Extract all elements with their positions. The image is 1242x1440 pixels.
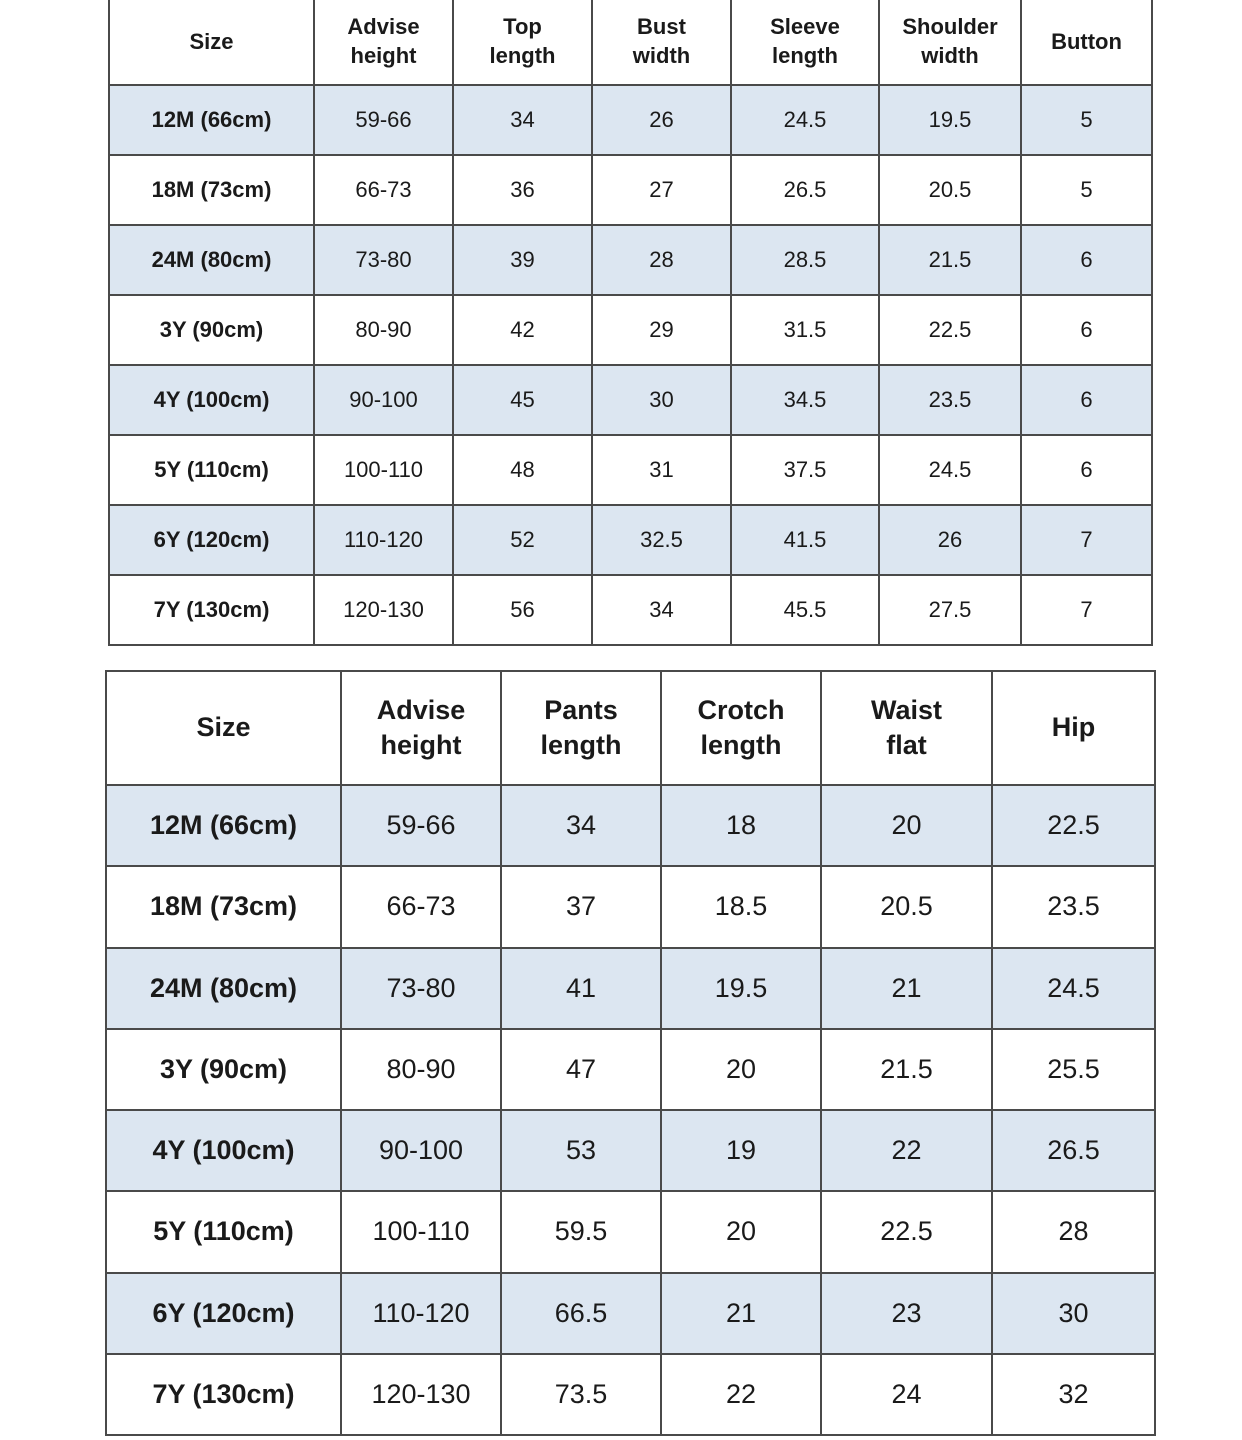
measurement-cell: 120-130	[341, 1354, 501, 1435]
table-row	[109, 155, 1152, 225]
measurement-cell: 32.5	[592, 505, 731, 575]
size-cell: 12M (66cm)	[106, 785, 341, 866]
measurement-cell: 22.5	[821, 1191, 992, 1272]
measurement-cell: 34	[592, 575, 731, 645]
measurement-cell: 28	[992, 1191, 1155, 1272]
column-header	[453, 0, 592, 85]
size-cell: 6Y (120cm)	[106, 1273, 341, 1354]
measurement-cell: 22	[661, 1354, 821, 1435]
measurement-cell: 34.5	[731, 365, 879, 435]
measurement-cell: 37	[501, 866, 661, 947]
measurement-cell: 66-73	[314, 155, 453, 225]
column-header	[592, 0, 731, 85]
column-header	[314, 0, 453, 85]
measurement-cell: 28	[592, 225, 731, 295]
measurement-cell: 90-100	[314, 365, 453, 435]
measurement-cell: 34	[453, 85, 592, 155]
measurement-cell: 24.5	[879, 435, 1021, 505]
measurement-cell: 26.5	[731, 155, 879, 225]
measurement-cell: 20	[661, 1029, 821, 1110]
measurement-cell: 110-120	[314, 505, 453, 575]
measurement-cell: 73-80	[341, 948, 501, 1029]
measurement-cell: 30	[992, 1273, 1155, 1354]
column-header-line: width	[632, 43, 691, 68]
column-header-line: Size	[196, 712, 251, 743]
measurement-cell: 110-120	[341, 1273, 501, 1354]
column-header-line: length	[540, 730, 622, 760]
measurement-cell: 23.5	[992, 866, 1155, 947]
column-header-line: length	[772, 43, 838, 68]
measurement-cell: 59.5	[501, 1191, 661, 1272]
measurement-cell: 45	[453, 365, 592, 435]
column-header-line: height	[380, 730, 462, 760]
measurement-cell: 100-110	[314, 435, 453, 505]
measurement-cell: 24.5	[731, 85, 879, 155]
column-header	[341, 671, 501, 785]
measurement-cell: 80-90	[341, 1029, 501, 1110]
measurement-cell: 45.5	[731, 575, 879, 645]
measurement-cell: 28.5	[731, 225, 879, 295]
measurement-cell: 59-66	[341, 785, 501, 866]
column-header-line: Advise	[376, 694, 466, 725]
top-size-table	[108, 0, 1153, 646]
table-row	[109, 295, 1152, 365]
measurement-cell: 100-110	[341, 1191, 501, 1272]
measurement-cell: 20.5	[879, 155, 1021, 225]
column-header	[731, 0, 879, 85]
measurement-cell: 19.5	[661, 948, 821, 1029]
measurement-cell: 18	[661, 785, 821, 866]
column-header	[1021, 0, 1152, 85]
table-row	[109, 225, 1152, 295]
measurement-cell: 52	[453, 505, 592, 575]
measurement-cell: 6	[1021, 435, 1152, 505]
measurement-cell: 30	[592, 365, 731, 435]
bottom-size-table	[105, 670, 1156, 1436]
measurement-cell: 20.5	[821, 866, 992, 947]
size-cell: 5Y (110cm)	[109, 435, 314, 505]
column-header-line: Bust	[637, 14, 686, 40]
bottom-table-header	[106, 671, 1155, 785]
measurement-cell: 22.5	[992, 785, 1155, 866]
size-cell: 24M (80cm)	[109, 225, 314, 295]
size-cell: 3Y (90cm)	[109, 295, 314, 365]
measurement-cell: 22.5	[879, 295, 1021, 365]
measurement-cell: 42	[453, 295, 592, 365]
column-header-line: Top	[503, 14, 542, 40]
measurement-cell: 24.5	[992, 948, 1155, 1029]
measurement-cell: 6	[1021, 225, 1152, 295]
column-header-line: Sleeve	[770, 14, 840, 40]
top-table-header	[109, 0, 1152, 85]
column-header-line: flat	[886, 730, 927, 760]
column-header-line: length	[489, 43, 556, 68]
column-header-line: Pants	[544, 694, 618, 725]
table-row	[109, 505, 1152, 575]
measurement-cell: 73-80	[314, 225, 453, 295]
measurement-cell: 31.5	[731, 295, 879, 365]
column-header-line: Shoulder	[902, 14, 998, 40]
measurement-cell: 26	[592, 85, 731, 155]
measurement-cell: 20	[661, 1191, 821, 1272]
measurement-cell: 41.5	[731, 505, 879, 575]
measurement-cell: 19	[661, 1110, 821, 1191]
column-header-line: Button	[1051, 28, 1122, 54]
column-header-line: length	[700, 730, 782, 760]
measurement-cell: 6	[1021, 365, 1152, 435]
measurement-cell: 29	[592, 295, 731, 365]
column-header	[106, 671, 341, 785]
column-header-line: Advise	[347, 14, 420, 40]
size-cell: 3Y (90cm)	[106, 1029, 341, 1110]
measurement-cell: 18.5	[661, 866, 821, 947]
column-header-line: width	[921, 43, 979, 68]
measurement-cell: 120-130	[314, 575, 453, 645]
bottom-table-body	[106, 785, 1155, 1435]
measurement-cell: 21	[821, 948, 992, 1029]
size-cell: 18M (73cm)	[106, 866, 341, 947]
size-cell: 24M (80cm)	[106, 948, 341, 1029]
top-table-body	[109, 85, 1152, 645]
column-header	[501, 671, 661, 785]
size-cell: 5Y (110cm)	[106, 1191, 341, 1272]
measurement-cell: 7	[1021, 505, 1152, 575]
measurement-cell: 59-66	[314, 85, 453, 155]
measurement-cell: 26	[879, 505, 1021, 575]
measurement-cell: 48	[453, 435, 592, 505]
table-row	[106, 948, 1155, 1029]
measurement-cell: 5	[1021, 85, 1152, 155]
measurement-cell: 26.5	[992, 1110, 1155, 1191]
size-cell: 7Y (130cm)	[109, 575, 314, 645]
column-header	[992, 671, 1155, 785]
measurement-cell: 25.5	[992, 1029, 1155, 1110]
measurement-cell: 23.5	[879, 365, 1021, 435]
table-row	[106, 866, 1155, 947]
measurement-cell: 27.5	[879, 575, 1021, 645]
column-header	[661, 671, 821, 785]
measurement-cell: 21	[661, 1273, 821, 1354]
column-header	[821, 671, 992, 785]
size-cell: 18M (73cm)	[109, 155, 314, 225]
size-cell: 12M (66cm)	[109, 85, 314, 155]
size-cell: 7Y (130cm)	[106, 1354, 341, 1435]
size-cell: 4Y (100cm)	[109, 365, 314, 435]
header-row	[106, 671, 1155, 785]
measurement-cell: 7	[1021, 575, 1152, 645]
measurement-cell: 31	[592, 435, 731, 505]
column-header-line: Crotch	[697, 694, 785, 725]
table-row	[106, 785, 1155, 866]
table-row	[109, 435, 1152, 505]
table-row	[109, 365, 1152, 435]
measurement-cell: 73.5	[501, 1354, 661, 1435]
column-header-line: Hip	[1051, 712, 1096, 743]
measurement-cell: 23	[821, 1273, 992, 1354]
size-cell: 6Y (120cm)	[109, 505, 314, 575]
column-header-line: height	[350, 43, 417, 68]
measurement-cell: 21.5	[879, 225, 1021, 295]
measurement-cell: 19.5	[879, 85, 1021, 155]
table-row	[109, 85, 1152, 155]
table-row	[106, 1029, 1155, 1110]
measurement-cell: 20	[821, 785, 992, 866]
column-header	[879, 0, 1021, 85]
measurement-cell: 39	[453, 225, 592, 295]
measurement-cell: 56	[453, 575, 592, 645]
table-row	[109, 575, 1152, 645]
measurement-cell: 47	[501, 1029, 661, 1110]
measurement-cell: 66-73	[341, 866, 501, 947]
measurement-cell: 32	[992, 1354, 1155, 1435]
measurement-cell: 34	[501, 785, 661, 866]
measurement-cell: 5	[1021, 155, 1152, 225]
table-row	[106, 1354, 1155, 1435]
measurement-cell: 80-90	[314, 295, 453, 365]
measurement-cell: 27	[592, 155, 731, 225]
measurement-cell: 36	[453, 155, 592, 225]
size-cell: 4Y (100cm)	[106, 1110, 341, 1191]
measurement-cell: 22	[821, 1110, 992, 1191]
column-header-line: Waist	[870, 694, 942, 725]
measurement-cell: 41	[501, 948, 661, 1029]
measurement-cell: 21.5	[821, 1029, 992, 1110]
column-header-line: Size	[189, 28, 234, 54]
column-header	[109, 0, 314, 85]
measurement-cell: 24	[821, 1354, 992, 1435]
measurement-cell: 53	[501, 1110, 661, 1191]
table-row	[106, 1191, 1155, 1272]
measurement-cell: 66.5	[501, 1273, 661, 1354]
header-row	[109, 0, 1152, 85]
measurement-cell: 37.5	[731, 435, 879, 505]
table-row	[106, 1110, 1155, 1191]
table-row	[106, 1273, 1155, 1354]
measurement-cell: 6	[1021, 295, 1152, 365]
measurement-cell: 90-100	[341, 1110, 501, 1191]
